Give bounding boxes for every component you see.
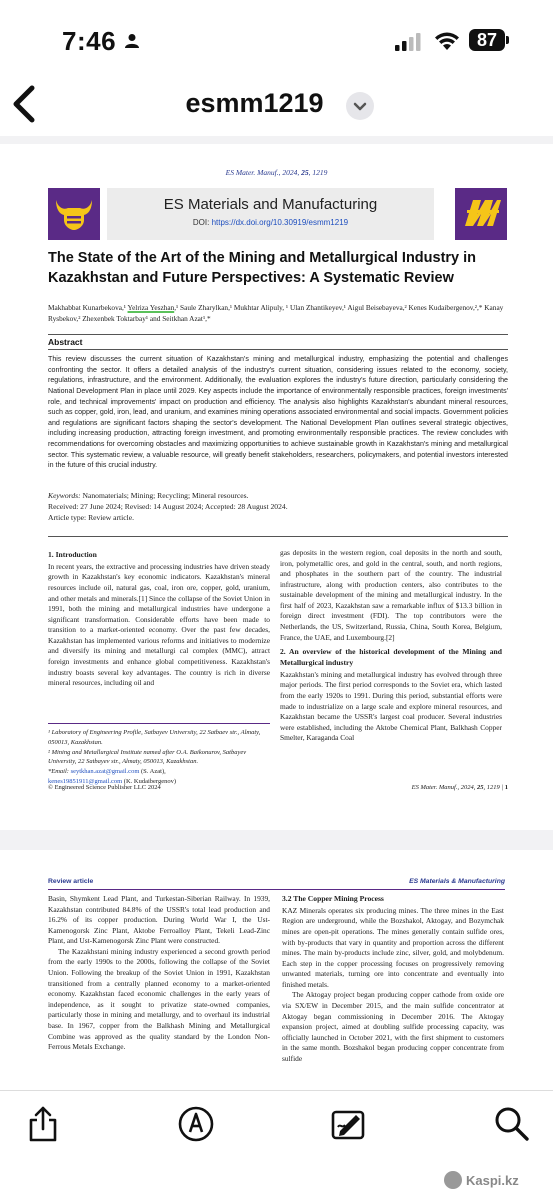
page-2-header-left: Review article: [48, 878, 94, 885]
page-2-header-right: ES Materials & Manufacturing: [409, 878, 505, 885]
chevron-down-icon: [346, 92, 374, 120]
footnote-2: ² Mining and Metallurgical Institute named after O.A. Baikonurov, Satbayev University, 22 Satbayev str., Almaty, 050013, Kazakhstan.: [48, 748, 247, 766]
abstract-heading-rule: [48, 349, 508, 350]
doi-line: DOI: https://dx.doi.org/10.30919/esmm1219: [192, 218, 349, 227]
page-2-left-paragraph-1: Basin, Shymkent Lead Plant, and Turkestan-Siberian Railway. In 1939, Kazakhstan contributed 84.8% of the USSR's total lead production and 16.2% of its copper production. During World War I, the Ust-Kamenogorsk Zinc Plant, Aktobe Ferroalloy Plant, Tekeli Lead-Zinc Plant, and Ust-Kamenogorsk Zinc Plant were constructed.: [48, 894, 270, 946]
document-title[interactable]: [0, 88, 553, 119]
email-link-2[interactable]: kenes19851911@gmail.com: [48, 777, 123, 785]
page-2-right-column: [282, 894, 504, 1065]
footnotes: [48, 728, 270, 787]
footnote-1: ¹ Laboratory of Engineering Profile, Satbayev University, 22 Satbaev str., Almaty, 050013, Kazakhstan.: [48, 729, 261, 746]
footnote-rule: [48, 723, 270, 724]
journal-header: [107, 188, 434, 240]
journal-name: ES Materials and Manufacturing: [163, 196, 378, 213]
markup-icon[interactable]: [177, 1105, 215, 1143]
footer-reference: ES Mater. Manuf., 2024, 25, 1219 | 1: [411, 784, 508, 791]
article-meta: [48, 490, 508, 523]
article-type-line: Article type: Review article.: [48, 513, 135, 522]
received-line: Received: 27 June 2024; Revised: 14 August 2024; Accepted: 28 August 2024.: [48, 502, 288, 511]
email-link-1[interactable]: seytkhan.azat@gmail.com: [70, 768, 140, 775]
abstract-heading: Abstract: [48, 337, 83, 347]
footer-copyright: © Engineered Science Publisher LLC 2024: [48, 784, 161, 791]
page-2-header-rule: [48, 889, 505, 890]
m-logo-icon: [455, 188, 507, 240]
person-icon: [124, 33, 140, 49]
battery-icon: 87: [469, 29, 505, 51]
section-2-paragraph: Kazakhstan's mining and metallurgical industry has evolved through three major periods. The first period corresponds to the Soviet era, which lasted from the early 1920s to 1991. During this period, substantial efforts were made to industrialize on a large scale and explore mineral resources, and Kazakhstan became the USSR's largest coal producer. Several industries were established, including the Aktobe Chemical Plant, Balkhash Copper Smelter, Karaganda Coal: [280, 669, 502, 743]
document-page-1: [0, 144, 553, 830]
abstract-text: This review discusses the current situation of Kazakhstan's mining and metallurgical industry, emphasizing the potential and challenges confronting the sector. It offers a detailed analysis of the industry's current situation, considering issues related to the economy, society, regulations, infrastructure, and the environment. Additionally, the evaluation explores the industry's future direction, particularly considering the National Development Plan in place until 2029. Key aspects include the importance of environmentally responsible practices, foreign investments' role, and technical improvements' impact on production and efficiency. The analysis also highlights Kazakhstan's abundant mineral resources, such as copper, gold, iron, lead, and uranium, and examines mining operations associated environmental and social impacts. Government policies and regulations are significant factors shaping the sector's development. The National Development Plan outlines several strategic objectives, including increasing production, attracting foreign investment, and promoting environmentally responsible practices. The review concludes with recommendations for overcoming obstacles and maximizing opportunities to achieve sustainable growth in Kazakhstan's mining and metallurgical sector. This systematic review, a valuable resource, will greatly benefit stakeholders, researchers, policymakers, and potential investors interested in the future of this crucial industry.: [48, 355, 508, 470]
journal-logo-m: [455, 188, 507, 240]
nav-bar: [0, 74, 553, 136]
right-paragraph-1: gas deposits in the western region, coal deposits in the north and south, iron, polymetallic ores, and gold in the central, south, and north regions, and phosphates in the southern part of the country. The industrial infrastructure, along with production centers, also contributes to the sustainable development of the mining and metallurgical industry. In the first half of 2023, Kazakhstan saw a remarkable influx of $13.3 billion in foreign direct investment (FDI). The top contributors were the Netherlands, the US, Switzerland, Russia, China, South Korea, Belgium, France, the UAE, and Luxembourg.[2]: [280, 548, 502, 642]
footnote-email: *Email: seytkhan.azat@gmail.com (S. Azat), kenes19851911@gmail.com (K. Kudaibergenov): [48, 768, 177, 785]
right-column: [280, 548, 502, 744]
introduction-paragraph: In recent years, the extractive and processing industries have driven steady growth in Kazakhstan's key economic indicators. Kazakhstan's mineral resources include oil, natural gas, coal, iron ore, copper, gold, uranium, and other metals and minerals.[1] Since the collapse of the Soviet Union in 1991, both the mining and metallurgical industries have undergone a significant transformation. Considerable efforts have been made to transition to a market-oriented economy. Over the past few decades, Kazakhstan has implemented various reforms and initiatives to modernize and diversify its mining and metallurgi cal complex (MMC), attract foreign investments and enhance global competitiveness. Kazakhstan's industry boasts several key advantages. The country is rich in diverse mineral resources, including oil and: [48, 561, 270, 688]
battery-tip: [506, 36, 509, 44]
left-column: [48, 550, 270, 689]
wifi-icon: [434, 30, 460, 52]
page-2-right-paragraph-1: KAZ Minerals operates six producing mines. The three mines in the East Region are underground, while the Bozshakol, Aktogay, and Bozymchak mines are open-pit operations. The mines generally contain sulfide ores, with by-products that vary in quantity and proportion across the different mines. The main by-products include zinc, silver, gold, and molybdenum. Each step in the copper processing focuses on progressively removing unwanted materials, turning ore into concentrate and eventually into finished metals.: [282, 905, 504, 989]
share-icon[interactable]: [24, 1105, 62, 1143]
keywords-line: Keywords: Nanomaterials; Mining; Recycling; Mineral resources.: [48, 491, 249, 500]
sign-icon[interactable]: [330, 1105, 368, 1143]
kaspi-watermark: Kaspi.kz: [466, 1173, 519, 1188]
paper-title: The State of the Art of the Mining and Metallurgical Industry in Kazakhstan and Future Perspectives: A Systematic Review: [48, 250, 477, 286]
author-list: Makhabbat Kunarbekova,¹ Yelriza Yeszhan,¹ Saule Zharylkan,¹ Mukhtar Alipuly, ¹ Ulan Zhantikeyev,¹ Aigul Beisebayeva,² Kenes Kudaibergenov,²,* Kanay Rysbekov,² Zhexenbek Toktarbay¹ and Seitkhan Azat¹,*: [48, 303, 504, 324]
section-2-heading: 2. An overview of the historical development of the Mining and Metallurgical industry: [280, 647, 502, 668]
page-2-right-paragraph-2: The Aktogay project began producing copper cathode from oxide ore via SX/EW in December 2015, and the main sulfide concentrator at Aktogay began commissioning in December 2016. The Aktogay expansion project, aimed at doubling sulfide processing capacity, was officially launched in October 2021, with the first shipment to customers in the same month. Bozshakol began producing copper concentrate from sulfide: [282, 990, 504, 1063]
meta-bottom-rule: [48, 536, 508, 537]
title-menu-button[interactable]: [346, 92, 374, 120]
bull-logo-icon: [48, 188, 100, 240]
status-time: 7:46: [62, 26, 117, 56]
doi-link[interactable]: https://dx.doi.org/10.30919/esmm1219: [211, 218, 349, 227]
page-2-left-paragraph-2: The Kazakhstani mining industry experienced a second growth period from the early 1990s to the 2000s, following the collapse of the Soviet Union. Following the breakup of the Soviet Union in 1991, Kazakhstan transitioned from a centrally planned economy to a market-oriented economy. Kazakhstan faced economic challenges in the early years of independence, as it sought to privatize state-owned companies, particularly those in mining and metallurgy, and to overhaul its industrial base. In 1967, copper from the Balkhash Mining and Metallurgical Combine was approved as the quality standard by the London Non-Ferrous Metals Exchange.: [48, 946, 270, 1052]
document-title-text: esmm1219: [185, 88, 324, 118]
document-page-2: [0, 850, 553, 1090]
page-footer: [48, 784, 508, 791]
status-bar: [0, 0, 553, 74]
highlighted-author: Yelriza Yeszhan: [127, 303, 175, 312]
journal-reference: ES Mater. Manuf., 2024, 25, 1219: [225, 168, 328, 177]
cellular-signal-icon: [395, 33, 421, 51]
page-2-left-column: [48, 894, 270, 1053]
search-icon[interactable]: [493, 1105, 531, 1143]
abstract-top-rule: [48, 334, 508, 335]
bottom-toolbar: [0, 1090, 553, 1200]
journal-logo-bull: [48, 188, 100, 240]
introduction-heading: 1. Introduction: [48, 550, 97, 559]
section-3-2-heading: 3.2 The Copper Mining Process: [282, 894, 384, 903]
